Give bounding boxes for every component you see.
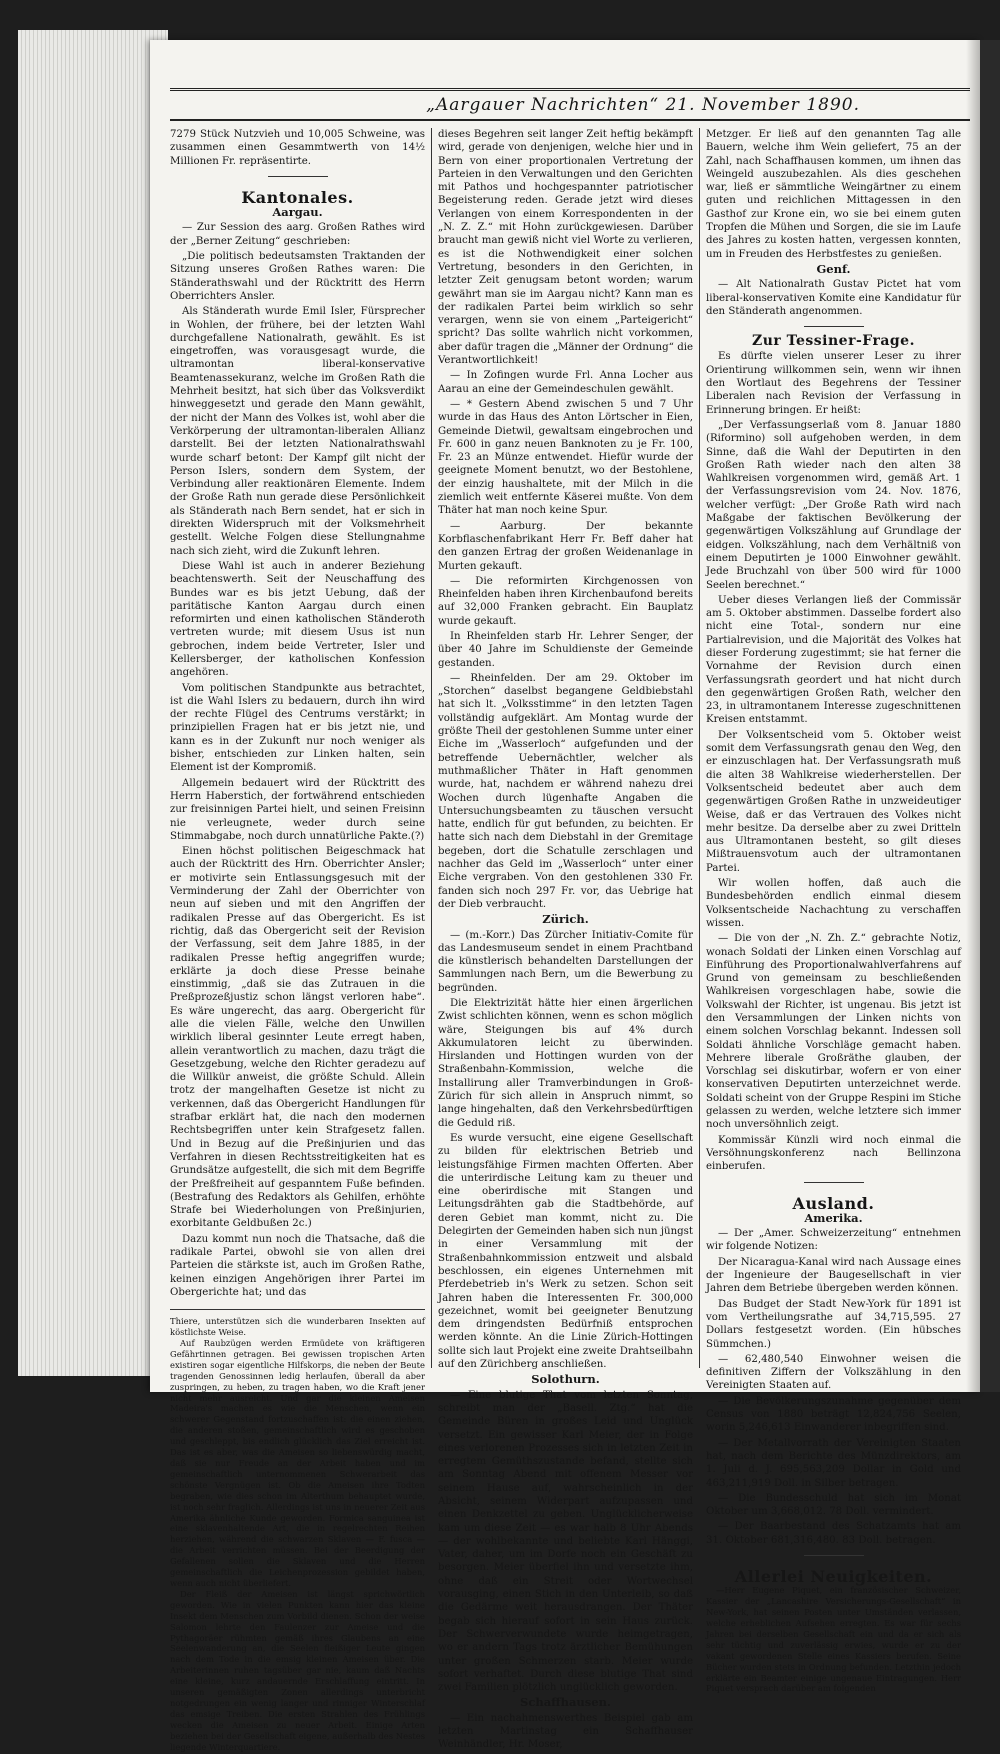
paragraph: — Die von der „N. Zh. Z.“ gebrachte Notiz, wonach Soldati der Linken einen Vorschlag auf Einführung des Proportionalwahlverfahrens auf Grund von gemeinsam zu beschließenden Wahlkreisen vorgeschlagen habe, sowie die Volkswahl der Richter, ist ungenau. Bis jetzt ist den Versammlungen der Linken nichts von einem solchen Vorschlag bekannt. Indessen soll Soldati ähnliche Vorschläge gemacht haben. Mehrere liberale Großräthe glauben, der Vorschlag sei diskutirbar, wofern er von einer konservativen Deputirten unterzeichnet werde. Soldati scheint von der Gruppe Respini im Stiche gelassen zu werden, welche letztere sich immer noch unversöhnlich zeigt.	[706, 933, 962, 1131]
feuilleton-paragraph: Thiere, unterstützen sich die wunderbaren Insekten auf köstlichste Weise.	[170, 1316, 425, 1338]
paragraph: dieses Begehren seit langer Zeit heftig bekämpft wird, gerade von denjenigen, welche hier und in Bern von einer proportionalen Vertretung der Parteien in den Verwaltungen und den Gerichten mit Pathos und hochgespannter patriotischer Begeisterung reden. Gerade jetzt wird dieses Verlangen von einem Korrespondenten in der „N. Z. Z.“ mit Hohn zurückgewiesen. Darüber braucht man gewiß nicht viel Worte zu verlieren, es ist die Nothwendigkeit einer solchen Vertretung, besonders in den Gerichten, in letzter Zeit genugsam betont worden; warum gewährt man sie im Aargau nicht? Kann man es der radikalen Partei beim wirklich so sehr verargen, wenn sie von einem „Parteigericht“ spricht? Das sollte wahrlich nicht vorkommen, aber dafür tragen die „Männer der Ordnung“ die Verantwortlichkeit!	[438, 129, 693, 367]
paragraph: — (m.-Korr.) Das Zürcher Initiativ-Comite für das Landesmuseum sendet in einem Prachtband die künstlerisch behandelten Darstellungen der Sammlungen nach Bern, um die Bewerbung zu begründen.	[438, 929, 693, 994]
subheading-aargau: Aargau.	[272, 205, 323, 220]
paragraph: — Alt Nationalrath Gustav Pictet hat vom liberal-konservativen Komite eine Kandidatur für den Ständerath angenommen.	[706, 279, 961, 317]
paragraph: Dazu kommt nun noch die Thatsache, daß die radikale Partei, obwohl sie von allen drei Parteien die stärkste ist, auch im Großen Rathe, keinen einzigen Angehörigen ihrer Partei im Obergerichte hat; und das	[170, 1233, 425, 1298]
paragraph: Vom politischen Standpunkte aus betrachtet, ist die Wahl Islers zu bedauern, durch ihn wird der rechte Flügel des Centrums verstärkt; in prinzipiellen Fragen hat er bis jetzt nie, und kann es in der Zukunft nur noch weniger als bisher, entschieden zur Linken halten, sein Element ist der Kompromiß.	[170, 682, 425, 774]
paragraph: Es dürfte vielen unserer Leser zu ihrer Orientirung willkommen sein, wenn wir ihnen den Wortlaut des Begehrens der Tessiner Liberalen nach Revision der Verfassung in Erinnerung bringen. Er heißt:	[706, 351, 961, 416]
divider	[804, 1182, 864, 1183]
subheading-amerika: Amerika.	[804, 1210, 863, 1225]
paragraph: Kommissär Künzli wird noch einmal die Versöhnungskonferenz nach Bellinzona einberufen.	[706, 1134, 961, 1173]
feuilleton-paragraph: Der Fleiß der Ameisen ist längst sprichwörtlich geworden. Wie in vielen Punkten kann hier das kleine Insekt dem Menschen zum Vorbild dienen. Schon der weise Salomon lehrte den Faulenzer zur Ameise und die Pythagoräer rühmten gemäß ihres Glaubens an eine Seelenwanderung an, die Seelen fleißiger Leute gingen nach dem Tode in die emsig kleinen Ameisen über. Die Arbeiterinnen ruhen tagsüber gar nie, kaum daß Nachts eine kleine, kurz andauernde Erschlaffung eintritt. In unseren gemäßigten Zonen allerdings unterbricht notgedrungen ein wenig langer und rinniger Winterschlaf das emsige Treiben. Die ersten Strahlen des Frühlings wecken die Ameisen zu neuer Arbeit. Einige Arten beziehen bei der Gesellschaft eigene, außerhalb des Nestes liegende Winterquartiere.	[170, 1588, 425, 1752]
paragraph: — In Zofingen wurde Frl. Anna Locher aus Aarau an eine der Gemeindeschulen gewählt.	[438, 370, 693, 395]
paragraph: Metzger. Er ließ auf den genannten Tag alle Bauern, welche ihm Wein geliefert, 75 an der Zahl, nach Schaffhausen kommen, um ihnen das Weingeld auszubezahlen. Als dies geschehen war, ließ er sämmtliche Weingärtner zu einem guten und reichlichen Mittagessen in den Gasthof zur Krone ein, wo sie bei einem guten Tropfen die Mühen und Sorgen, die sie im Laufe des Jahres zu kosten hatten, vergessen konnten, um in Freuden des Herbstfestes zu genießen.	[706, 129, 961, 260]
feuilleton-paragraph: Auf Raubzügen werden Ermüdete von kräftigeren Gefährtinnen getragen. Bei gewissen tropischen Arten existiren sogar eigentliche Hilfskorps, die neben der Beute tragenden Genossinnen ledig herlaufen, überall da aber zuspringen, zu heben, zu tragen haben, wo die Kraft jener nicht mehr ausreicht. Und gar die kleinen Ameisen Madeira's machen es wie die Menschen, wenn ein schwerer Gegenstand fortzuschaffen ist: die einen ziehen, die anderen stoßen, gemeinschaftlich wird es geschoben und geschleppt, bis endlich glücklich das Ziel erreicht ist. Das ist es aber, was die Ameisen so liebenswürdig macht, daß sie nur Freude an der Arbeit haben und im gemeinschaftlich unternommenen Schwerarbeit das schönste Vergnügen ist. Ob die Ameisen ihre Todten begraben, wie dies schon im Alterthum behauptet wurde, ist noch sehr fraglich. Allerdings ist uns in neuerer Zeit aus Amerika ähnliche Kunde geworden. Formica sanguinea ist eine sklavenhaltende Art, die in regelrechten Reihen herziehen, während die schwarzen Sklaven — F. fusca — die Arbeit verrichten müssen. Bei der Beerdigung der Gefallenen sollen die Sklaven und die Herren gemeinschaftlich die Leichenprozession gebildet haben, wenn auch nicht überliefert.	[170, 1338, 425, 1588]
feuilleton-divider	[170, 1309, 425, 1310]
column-divider	[699, 128, 700, 1368]
paragraph: Diese Wahl ist auch in anderer Beziehung beachtenswerth. Seit der Neuschaffung des Bundes war es bis jetzt Uebung, daß der paritätische Kanton Aargau durch einen reformirten und einen katholischen Ständeroth vertreten wurde; mit diesem Usus ist nun gebrochen, indem beide Vertreter, Isler und Kellersberger, der katholischen Konfession angehören.	[170, 560, 425, 679]
page-header	[170, 88, 970, 121]
section-heading-allerlei: Allerlei Neuigkeiten.	[734, 1566, 933, 1586]
divider	[804, 326, 864, 327]
paragraph: — Die reformirten Kirchgenossen von Rheinfelden haben ihren Kirchenbaufond bereits auf 32,000 Franken gebracht. Ein Bauplatz wurde gekauft.	[438, 575, 693, 627]
subheading-schaffhausen: Schaffhausen.	[520, 1695, 611, 1710]
paragraph: — Die Bundesschuld hat sich im Monat Oktober um 3,668,012. 78 Doll. vermindert.	[706, 1492, 961, 1518]
paragraph: — * Gestern Abend zwischen 5 und 7 Uhr wurde in das Haus des Anton Lörtscher in Eien, Gemeinde Dietwil, gewaltsam eingebrochen und Fr. 600 in ganz neuen Banknoten zu je Fr. 100, Fr. 23 an Münze entwendet. Hiefür wurde der geeignete Moment benutzt, wo der Bestohlene, der einzig haushaltete, mit der Milch in die ziemlich weit entfernte Käserei mußte. Von dem Thäter hat man noch keine Spur.	[438, 398, 693, 517]
paragraph: „Die politisch bedeutsamsten Traktanden der Sitzung unseres Großen Rathes waren: Die Ständerathswahl und der Rücktritt des Herrn Oberrichters Ansler.	[170, 251, 425, 302]
paragraph: In Rheinfelden starb Hr. Lehrer Senger, der über 40 Jahre im Schuldienste der Gemeinde gestanden.	[438, 630, 693, 669]
column-2	[438, 128, 693, 1754]
scan-border	[980, 40, 1000, 1392]
news-block	[706, 1585, 961, 1694]
paragraph: — Der „Amer. Schweizerzeitung“ entnehmen wir folgende Notizen:	[706, 1228, 961, 1253]
paragraph: Der Volksentscheid vom 5. Oktober weist somit dem Verfassungsrath genau den Weg, den er einzuschlagen hat. Der Verfassungsrath muß die alten 38 Wahlkreise wiederherstellen. Der Volksentscheid bedeutet aber auch dem gegenwärtigen Großen Rathe in unzweideutiger Weise, daß er das Vertrauen des Volkes nicht mehr besitze. Da derselbe aber zu zwei Dritteln aus Ultramontanen besteht, so gilt dieses Mißtrauensvotum auch der ultramontanen Partei.	[706, 729, 961, 874]
paragraph: — Ein nachahmenswerthes Beispiel gab am letzten Martinstag ein Schaffhauser Weinhändler, Hr. Moser,	[438, 1712, 693, 1751]
paragraph: — Zur Session des aarg. Großen Rathes wird der „Berner Zeitung“ geschrieben:	[170, 222, 425, 247]
paragraph: Einen höchst politischen Beigeschmack hat auch der Rücktritt des Hrn. Oberrichter Ansler; er motivirte sein Entlassungsgesuch mit der Verminderung der Zahl der Oberrichter von neun auf sieben und mit den Angriffen der radikalen Presse auf das Obergericht. Es ist richtig, daß das Obergericht seit der Revision der Verfassung, seit dem Jahre 1885, in der radikalen Presse heftig angegriffen wurde; erklärte ja doch diese Presse beinahe einstimmig, „daß sie das Zutrauen in die Preßprozeßjustiz schon längst verloren habe“. Es wäre ungerecht, das aarg. Obergericht für alle die vielen Fälle, welche den Unwillen wirklich liberal gesinnter Leute erregt haben, allein verantwortlich zu machen, dazu trägt die Gesetzgebung, welche den Richter geradezu auf die Willkür anweist, die größte Schuld. Allein trotz der mangelhaften Gesetze ist nicht zu verkennen, daß das Obergericht Handlungen für strafbar erklärt hat, die nach den modernen Rechtsbegriffen unter kein Strafgesetz fallen. Und in Bezug auf die Preßinjurien und das Verfahren in diesen Rechtsstreitigkeiten hat es Grundsätze aufgestellt, die sich mit dem Begriffe der Preßfreiheit auf gespanntem Fuße befinden. (Bestrafung des Redaktors als Gehilfen, erhöhte Strafe bei Wiederholungen von Preßinjurien, exorbitante Geldbußen 2c.)	[170, 846, 425, 1230]
section-heading-ausland: Ausland.	[792, 1193, 875, 1213]
paragraph: — Die Bevölkerungszunahme gegenüber dem Census von 1880 beträgt 12,824,756 Seelen, worin 5,246,613 Einwanderer inbegriffen sind.	[706, 1395, 961, 1434]
feuilleton	[170, 1316, 425, 1752]
paragraph: Der Nicaragua-Kanal wird nach Aussage eines der Ingenieure der Baugesellschaft in vier Jahren dem Betriebe übergeben werden können.	[706, 1256, 961, 1295]
paragraph: — Aarburg. Der bekannte Korbflaschenfabrikant Herr Fr. Beff daher hat den ganzen Ertrag der großen Weidenanlage in Murten gekauft.	[438, 520, 693, 572]
divider	[268, 176, 328, 177]
paragraph: Ueber dieses Verlangen ließ der Commissär am 5. Oktober abstimmen. Dasselbe fordert also nicht eine Total-, sondern nur eine Partialrevision, und die Majorität des Volkes hat dieser Forderung zugestimmt; sie hat ferner die Vornahme der Revision durch einen Verfassungsrath geordert und hat nicht durch den gegenwärtigen Großen Rath, welcher den 23, in ultramontanem Interesse zugeschnittenen Kreisen entstammt.	[706, 594, 961, 726]
page-gutter-shadow	[966, 40, 980, 1392]
paragraph: Wir wollen hoffen, daß auch die Bundesbehörden endlich einmal diesem Volksentscheide Nachachtung zu verschaffen wissen.	[706, 878, 961, 929]
subheading-zuerich: Zürich.	[542, 912, 589, 927]
newspaper-page	[150, 40, 980, 1752]
book-page-edges	[18, 30, 168, 1376]
paragraph: Allgemein bedauert wird der Rücktritt des Herrn Haberstich, der fortwährend entschieden zur freisinnigen Partei hielt, und seinen Freisinn nie verleugnete, weder durch seine Stimmabgabe, noch durch unnatürliche Pakte.(?)	[170, 777, 425, 842]
column-1	[170, 128, 425, 1752]
column-divider	[431, 128, 432, 1368]
paragraph: Das Budget der Stadt New-York für 1891 ist vom Vertheilungsrathe auf 34,715,595. 27 Dollars festgesetzt worden. (Ein hübsches Sümmchen.)	[706, 1298, 961, 1350]
divider	[804, 1555, 864, 1556]
paragraph: —Herr Eugene Piquet, ein französischer Schweizer, Kassier der „Lancashire Versicherungs-Gesellschaft“ in New-York, hat seinen Posten unter Umständen verlassen, welche erheblichen Aufsehen erregten. Es war für sechs Jahren bei derselben Gesellschaft ein und da er sich als sehr tüchtig und zuverlässig erwies, wurde er zu der vakant gewordenen Stelle eines Kassiers berufen. Seine Bücher wurden stets in Ordnung befunden. Letzthin jedoch erklärte ein Beamter einige ungenaue Eintragungen. Herr Piquet versprach darüber am folgenden	[706, 1585, 961, 1694]
paragraph: — 62,480,540 Einwohner weisen die definitiven Ziffern der Volkszählung in den Vereinigten Staaten auf.	[706, 1353, 961, 1392]
subheading-solothurn: Solothurn.	[531, 1372, 600, 1387]
paragraph: „Der Verfassungserlaß vom 8. Januar 1880 (Riformino) soll aufgehoben werden, in dem Sinne, daß die Wahl der Deputirten in den Großen Rath wieder nach den alten 38 Wahlkreisen vorgenommen wird, gemäß Art. 1 der Verfassungsrevision vom 24. Nov. 1876, welcher verfügt: „Der Große Rath wird nach Maßgabe der faktischen Bevölkerung der gegenwärtigen Volkszählung auf Grundlage der eidgen. Volkszählung, nach dem Verhältniß von einem Deputirten je 1000 Einwohner gewählt. Jede Bruchzahl von über 500 wird für 1000 Seelen berechnet.“	[706, 419, 961, 591]
paragraph: 7279 Stück Nutzvieh und 10,005 Schweine, was zusammen einen Gesammtwerth von 14½ Millionen Fr. repräsentirte.	[170, 129, 425, 167]
paragraph: — Der Baarbestand des Schatzamts hat am 31. Oktober 681,316,480. 83 Doll. betragen.	[706, 1521, 961, 1546]
paragraph: Als Ständerath wurde Emil Isler, Fürsprecher in Wohlen, der frühere, bei der letzten Wahl durchgefallene Nationalrath, gewählt. Es ist eingetroffen, was vorausgesagt wurde, die ultramontan liberal-konservative Beamtenassekuranz, welche im Großen Rath die Mehrheit besitzt, hat sich über das Volksverdikt hinweggesetzt und gerade den Mann gewählt, der nicht der Mann des Volkes ist, wohl aber die Verkörperung der ultramontan-liberalen Allianz darstellt. Bei der letzten Nationalrathswahl wurde scharf betont: Der Kampf gilt nicht der Person Islers, sondern dem System, der Verbindung aller reaktionären Elemente. Indem der Große Rath nun gerade diese Persönlichkeit als Ständerath nach Bern sendet, hat er sich in direkten Widerspruch mit der Volksmehrheit gestellt. Welche Folgen diese Stellungnahme nach sich zieht, wird die Zukunft lehren.	[170, 306, 425, 557]
paragraph: — Rheinfelden. Der am 29. Oktober im „Storchen“ daselbst begangene Geldbiebstahl hat sich lt. „Volksstimme“ in den letzten Tagen vollständig aufgeklärt. Am Montag wurde der größte Theil der gestohlenen Summe unter einer Eiche im „Wasserloch“ aufgefunden und der betreffende Uebernächtler, welcher als muthmaßlicher Thäter in Haft genommen wurde, hat, nachdem er während nahezu drei Wochen durch lügenhafte Angaben die Untersuchungsbeamten zu täuschen versucht hatte, endlich für gut befunden, zu beichten. Er hatte sich nach dem Diebstahl in der Gremitage begeben, dort die Schatulle zerschlagen und nachher das Geld im „Wasserloch“ unter einer Eiche vergraben. Von den gestohlenen 330 Fr. fanden sich noch 297 Fr. vor, das Uebrige hat der Dieb verbraucht.	[438, 672, 693, 910]
section-heading-kantonales: Kantonales.	[241, 187, 354, 207]
subheading-genf: Genf.	[816, 261, 851, 276]
paragraph: — Eine blutige That vom letzten Sonntag, schreibt man der „Basell. Ztg.“ hat die Gemeinde Büren in großes Leid und Unglück versetzt. Ein gewisser Karl Meier, der in Folge eines verlorenen Prozesses sich in letzten Zeit in erregtem Gemüthszustande befand, stellte sich am Sonntag Abend mit offenem Messer vor seinem Hause auf, wahrscheinlich in der Absicht, seinem Widerpart aufzupassen und einen Denkzettel zu geben. Unglücklicherweise kam um diese Zeit — es war halb 8 Uhr Abends — der wohlbekannte und beliebte Karl Hänggi, Vater, daher, um im Dorfe noch ein Geschäft zu besorgen. Meier überfiel ihn und versetzte ihm, ohne daß ein Streit oder Wortwechsel vorausging, einen Stich in den Unterleib, so daß die Gedärme weit herausdrangen. Der Thäter begab sich hierauf sofort in sein Haus zurück. Der Schwerverwundete wurde heimgetragen, wo er andern Tags trotz ärztlicher Bemühungen unter großen Schmerzen starb. Meier wurde sofort verhaftet. Durch diese blutige That sind zwei Familien plötzlich unglücklich geworden.	[438, 1389, 693, 1694]
section-heading-tessiner-frage: Zur Tessiner-Frage.	[752, 333, 915, 350]
paragraph: Die Elektrizität hätte hier einen ärgerlichen Zwist schlichten können, wenn es schon möglich wäre, Steigungen bis auf 4% durch Akkumulatoren leicht zu überwinden. Hirslanden und Hottingen wurden von der Straßenbahn-Kommission, welche die Installirung aller Tramverbindungen in Groß-Zürich für sich allein in Anspruch nimmt, so lange hingehalten, daß den Verkehrsbedürftigen die Geduld riß.	[438, 998, 693, 1129]
paragraph: Es wurde versucht, eine eigene Gesellschaft zu bilden für elektrischen Betrieb und leistungsfähige Firmen machten Offerten. Aber die unterirdische Leitung kam zu theuer und eine oberirdische mit Stangen und Leitungsdrähten gab die Stadtbehörde, auf deren Gebiet man kommt, nicht zu. Die Delegirten der Gemeinden haben sich nun jüngst in einer Versammlung mit der Straßenbahnkommission entzweit und alsbald beschlossen, ein eigenes Unternehmen mit Pferdebetrieb in's Werk zu setzen. Schon seit Jahren haben die Interessenten Fr. 300,000 gezeichnet, womit bei geeigneter Benutzung dem dringendsten Bedürfniß entsprochen werden könnte. An die Linie Zürich-Hottingen sollte sich laut Projekt eine zweite Drahtseilbahn auf den Zürichberg anschließen.	[438, 1132, 693, 1371]
header-title: „Aargauer Nachrichten“ 21. November 1890.	[426, 95, 860, 115]
paragraph: — Der Metallvorrath der Vereinigten Staaten hat, nach dem Berichte des Münzdirektors, am 1. Juli d. J. 695,563,209 Dollar in Gold und 463,211,919 Doll. in Silber betragen.	[706, 1437, 961, 1489]
column-3	[706, 128, 961, 1694]
